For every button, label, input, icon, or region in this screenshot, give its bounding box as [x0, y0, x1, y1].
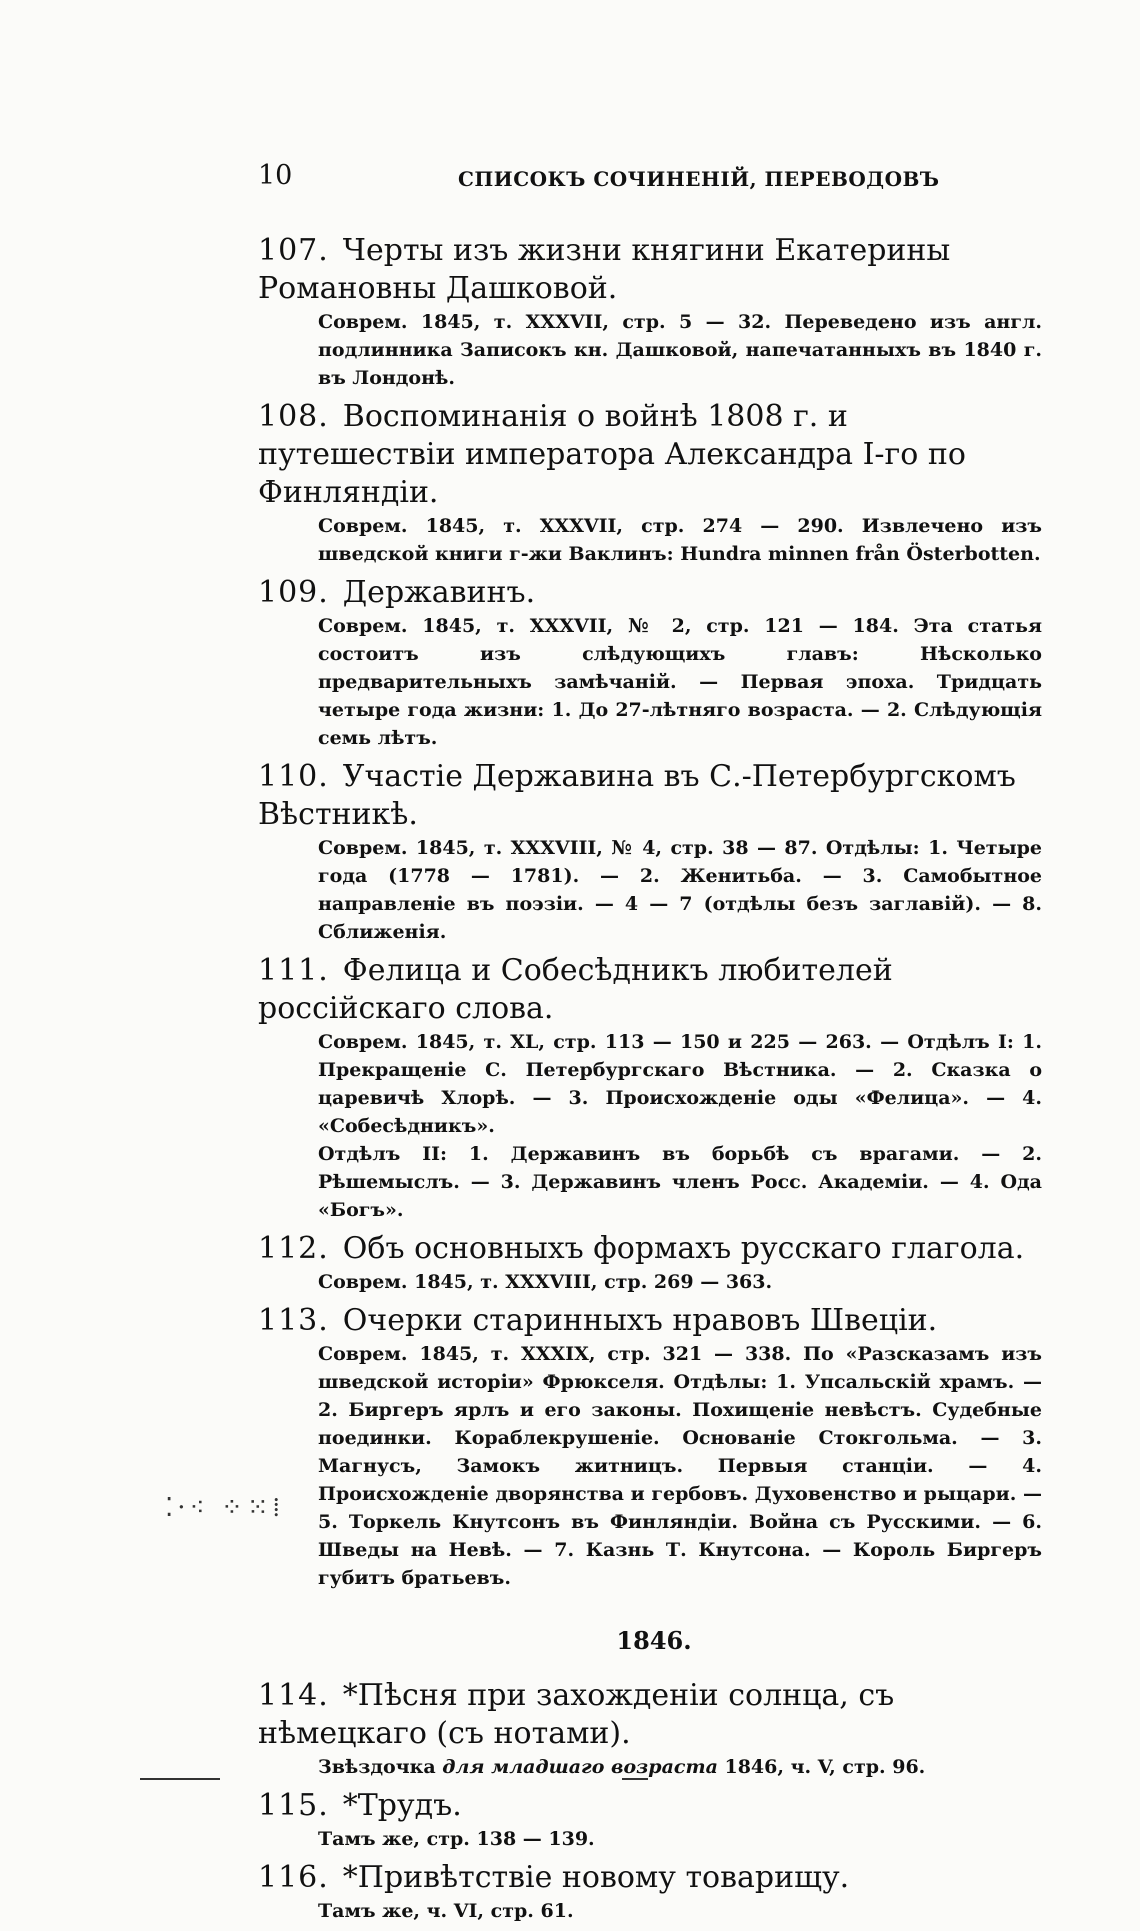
entry-title [258, 1677, 1050, 1753]
entry-number: 116. [258, 1860, 329, 1895]
entry-number: 109. [258, 575, 329, 610]
entry-title [258, 232, 1050, 308]
entry-111 [258, 952, 1050, 1224]
entry-title-text: Участіе Державина въ С.-Петербургскомъ Вѣстникѣ. [258, 759, 1016, 832]
entry-title [258, 574, 1050, 612]
entry-title-text: Фелица и Собесѣдникъ любителей россійскаго слова. [258, 953, 893, 1026]
entry-number: 115. [258, 1788, 329, 1823]
entry-source: Тамъ же, ч. VI, стр. 61. [318, 1900, 574, 1922]
entry-title [258, 1302, 1050, 1340]
source-prefix: Звѣздочка [318, 1756, 443, 1778]
entry-109 [258, 574, 1050, 752]
entry-source [318, 1753, 1042, 1781]
entry-116 [258, 1859, 1050, 1925]
entry-title-text: Объ основныхъ формахъ русскаго глагола. [342, 1231, 1025, 1266]
entry-source-part-2: Отдѣлъ II: 1. Державинъ въ борьбѣ съ врагами. — 2. Рѣшемыслъ. — 3. Державинъ членъ Росс. Академіи. — 4. Ода «Богъ». [318, 1143, 1042, 1221]
entry-title [258, 758, 1050, 834]
entry-source: Соврем. 1845, т. XXXVII, № 2, стр. 121 — 184. Эта статья состоитъ изъ слѣдующихъ главъ: Нѣсколько предварительныхъ замѣчаній. — Первая эпоха. Тридцать четыре года жизни: 1. До 27-лѣтняго возраста. — 2. Слѣдующія семь лѣтъ. [318, 615, 1042, 749]
entry-113 [258, 1302, 1050, 1592]
entry-title-text: Державинъ. [342, 575, 536, 610]
entry-title [258, 952, 1050, 1028]
entry-title-text: Воспоминанія о войнѣ 1808 г. и путешествіи императора Александра І-го по Финляндіи. [258, 399, 966, 510]
entry-112 [258, 1230, 1050, 1296]
entry-source: Соврем. 1845, т. XXXVIII, стр. 269 — 363. [318, 1271, 773, 1293]
bibliography-list [258, 232, 1050, 1931]
entry-title-text: Черты изъ жизни княгини Екатерины Романовны Дашковой. [258, 233, 951, 306]
bottom-rule-left [140, 1778, 220, 1780]
year-heading: 1846. [616, 1626, 692, 1655]
entry-source: Соврем. 1845, т. XL, стр. 113 — 150 и 225 — 263. — Отдѣлъ I: 1. Прекращеніе С. Петербургскаго Вѣстника. — 2. Сказка о царевичѣ Хлорѣ. — 3. Происхожденіе оды «Фелица». — 4. «Собесѣдникъ». [318, 1031, 1042, 1137]
entry-title [258, 1787, 1050, 1825]
page-number: 10 [258, 160, 293, 191]
entry-110 [258, 758, 1050, 946]
ink-specks: ⁚·⁖ ⁘⁙⁞ [165, 1493, 284, 1523]
entry-title-text: Очерки старинныхъ нравовъ Швеціи. [342, 1303, 938, 1338]
entry-title [258, 1859, 1050, 1897]
entry-number: 111. [258, 953, 329, 988]
running-title: СПИСОКЪ СОЧИНЕНІЙ, ПЕРЕВОДОВЪ [458, 167, 940, 191]
entry-source: Соврем. 1845, т. XXXVIII, № 4, стр. 38 — 87. Отдѣлы: 1. Четыре года (1778 — 1781). — 2. Женитьба. — 3. Самобытное направленіе въ поэзіи. — 4 — 7 (отдѣлы безъ заглавій). — 8. Сближенія. [318, 837, 1042, 943]
entry-title-text: *Трудъ. [342, 1788, 462, 1823]
page-header [258, 160, 1038, 200]
entry-number: 114. [258, 1678, 329, 1713]
entry-title-text: *Пѣсня при захожденіи солнца, съ нѣмецкаго (съ нотами). [258, 1678, 895, 1751]
source-suffix: 1846, ч. V, стр. 96. [717, 1756, 926, 1778]
entry-source: Соврем. 1845, т. XXXVII, стр. 5 — 32. Переведено изъ англ. подлинника Записокъ кн. Дашковой, напечатанныхъ въ 1840 г. въ Лондонѣ. [318, 311, 1042, 389]
entry-number: 108. [258, 399, 329, 434]
entry-title [258, 398, 1050, 512]
source-italic: для младшаго возраста [442, 1756, 718, 1778]
entry-source: Тамъ же, стр. 138 — 139. [318, 1828, 595, 1850]
entry-title [258, 1230, 1050, 1268]
entry-108 [258, 398, 1050, 568]
bottom-rule-center [622, 1778, 648, 1780]
entry-number: 110. [258, 759, 329, 794]
entry-source: Соврем. 1845, т. XXXVII, стр. 274 — 290. Извлечено изъ шведской книги г-жи Ваклинъ: Hundra minnen från Österbotten. [318, 515, 1042, 565]
entry-number: 113. [258, 1303, 329, 1338]
entry-source: Соврем. 1845, т. XXXIX, стр. 321 — 338. По «Разсказамъ изъ шведской исторіи» Фрюкселя. Отдѣлы: 1. Упсальскій храмъ. — 2. Биргеръ ярлъ и его законы. Похищеніе невѣстъ. Судебные поединки. Кораблекрушеніе. Основаніе Стокгольма. — 3. Магнусъ, Замокъ житницъ. Первыя станціи. — 4. Происхожденіе дворянства и гербовъ. Духовенство и рыцари. — 5. Торкель Кнутсонъ въ Финляндіи. Война съ Русскими. — 6. Шведы на Невѣ. — 7. Казнь Т. Кнутсона. — Король Биргеръ губитъ братьевъ. [318, 1343, 1042, 1589]
entry-114 [258, 1677, 1050, 1781]
entry-number: 107. [258, 233, 329, 268]
entry-107 [258, 232, 1050, 392]
entry-number: 112. [258, 1231, 329, 1266]
entry-115 [258, 1787, 1050, 1853]
entry-title-text: *Привѣтствіе новому товарищу. [342, 1860, 850, 1895]
